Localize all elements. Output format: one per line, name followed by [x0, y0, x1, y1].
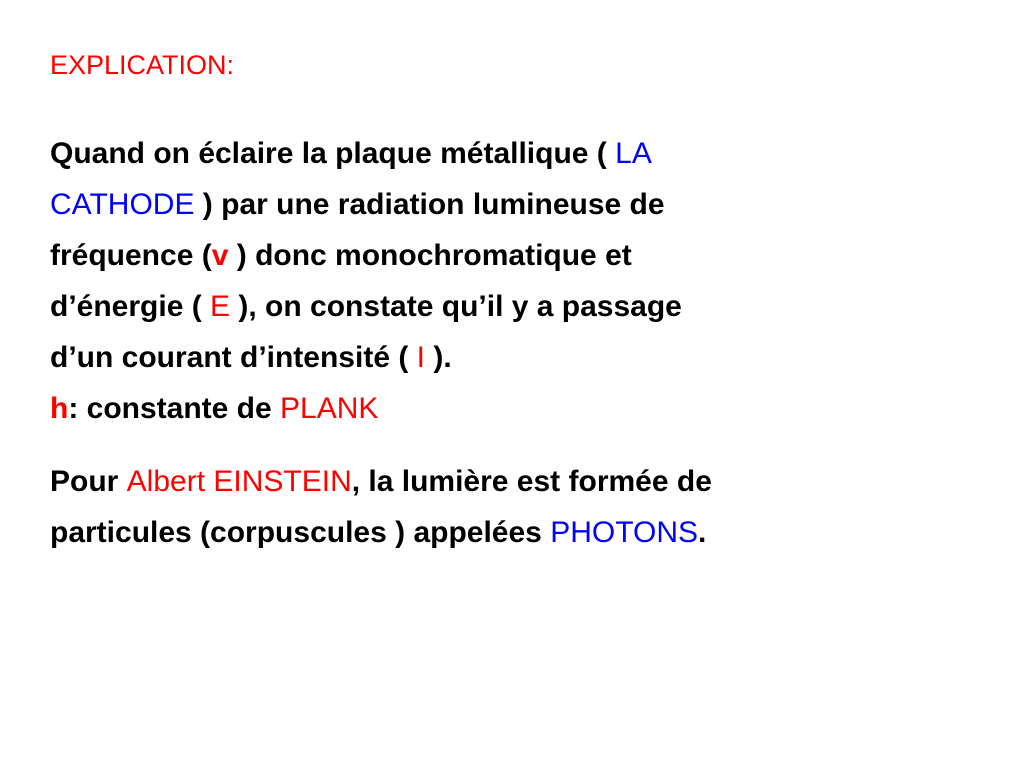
text: fréquence (	[50, 239, 212, 272]
paragraph1-line6	[50, 383, 1000, 434]
text: d’un courant d’intensité (	[50, 341, 417, 374]
term-la: LA	[615, 137, 652, 170]
text: , la lumière est formée de	[351, 465, 712, 498]
paragraph2-line1	[50, 456, 1000, 507]
paragraph1-line3	[50, 230, 1000, 281]
text: ), on constate qu’il y a passage	[230, 290, 682, 323]
term-photons: PHOTONS	[550, 516, 698, 549]
text: Pour	[50, 465, 127, 498]
text: ) par une radiation lumineuse de	[194, 188, 665, 221]
text: particules (corpuscules ) appelées	[50, 516, 551, 549]
symbol-energy: E	[210, 290, 231, 323]
term-plank: PLANK	[280, 392, 379, 425]
text: : constante de	[68, 392, 281, 425]
text: Quand on éclaire la plaque métallique (	[50, 137, 616, 170]
symbol-planck: h	[50, 392, 69, 425]
paragraph1-line5	[50, 332, 1000, 383]
paragraph-photoelectric-effect	[50, 128, 1000, 434]
paragraph1-line4	[50, 281, 1000, 332]
symbol-intensity: I	[416, 341, 426, 374]
paragraph1-line1	[50, 128, 1000, 179]
term-cathode: CATHODE	[50, 188, 195, 221]
slide-heading: EXPLICATION:	[50, 50, 235, 80]
text: ).	[425, 341, 452, 374]
text: d’énergie (	[50, 290, 211, 323]
paragraph1-line2	[50, 179, 1000, 230]
symbol-frequency: v	[211, 239, 229, 272]
term-einstein: Albert EINSTEIN	[126, 465, 352, 498]
paragraph2-line2	[50, 507, 1000, 558]
text: ) donc monochromatique et	[228, 239, 632, 272]
text: .	[698, 516, 707, 549]
paragraph-einstein	[50, 456, 1000, 558]
